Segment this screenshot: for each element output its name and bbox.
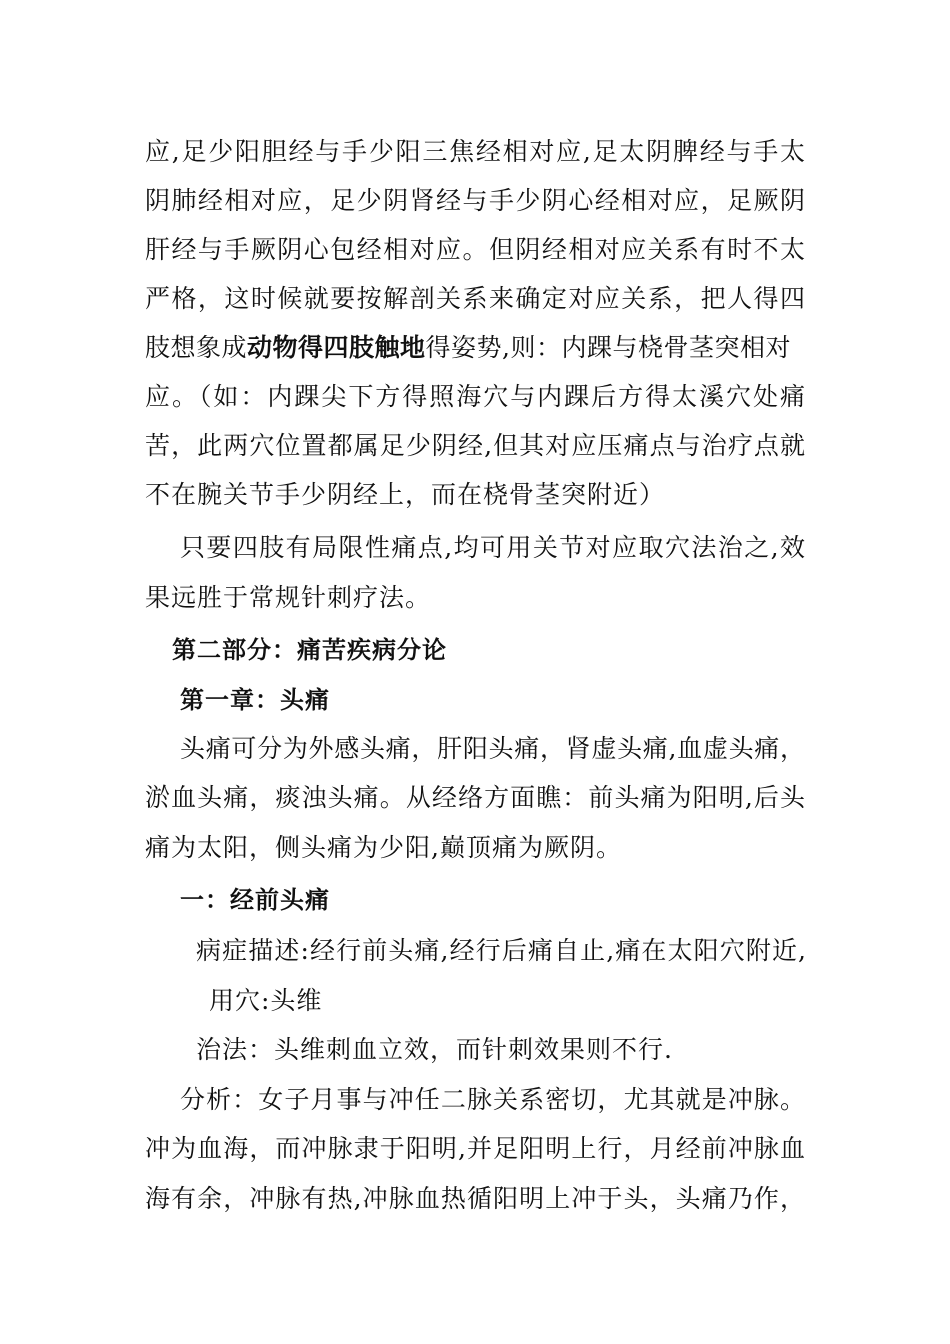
treatment-line: 治法：头维刺血立效，而针刺效果则不行. — [196, 1035, 673, 1064]
paragraph-line: 应,足少阳胆经与手少阳三焦经相对应,足太阴脾经与手太 — [145, 137, 805, 166]
paragraph-line: 阴肺经相对应，足少阴肾经与手少阴心经相对应，足厥阴 — [145, 186, 805, 215]
paragraph-line: 果远胜于常规针刺疗法。 — [145, 583, 432, 612]
acupoint-line: 用穴:头维 — [209, 986, 323, 1015]
paragraph-line: 淤血头痛，痰浊头痛。从经络方面瞧：前头痛为阳明,后头 — [145, 783, 805, 812]
paragraph-line: 头痛可分为外感头痛，肝阳头痛，肾虚头痛,血虚头痛， — [180, 734, 805, 763]
chapter-heading: 第一章：头痛 — [180, 686, 330, 714]
paragraph-text: 得姿势,则：内踝与桡骨茎突相对 — [425, 333, 791, 362]
paragraph-line-mixed — [145, 330, 805, 366]
paragraph-text: 肢想象成 — [145, 333, 248, 362]
part-heading: 第二部分：痛苦疾病分论 — [172, 636, 447, 664]
analysis-line: 分析：女子月事与冲任二脉关系密切，尤其就是冲脉。 — [180, 1085, 805, 1114]
symptom-description: 病症描述:经行前头痛,经行后痛自止,痛在太阳穴附近, — [196, 936, 806, 965]
paragraph-line: 应。（如：内踝尖下方得照海穴与内踝后方得太溪穴处痛 — [145, 382, 805, 411]
analysis-line: 海有余，冲脉有热,冲脉血热循阳明上冲于头，头痛乃作， — [145, 1184, 805, 1213]
paragraph-line: 不在腕关节手少阴经上，而在桡骨茎突附近） — [145, 480, 666, 509]
section-heading: 一：经前头痛 — [180, 886, 330, 914]
paragraph-line: 肝经与手厥阴心包经相对应。但阴经相对应关系有时不太 — [145, 235, 805, 264]
paragraph-line: 痛为太阳，侧头痛为少阳,巅顶痛为厥阴。 — [145, 833, 622, 862]
analysis-line: 冲为血海，而冲脉隶于阳明,并足阳明上行，月经前冲脉血 — [145, 1134, 805, 1163]
paragraph-line: 只要四肢有局限性痛点,均可用关节对应取穴法治之,效 — [180, 533, 805, 562]
bold-emphasis: 动物得四肢触地 — [247, 333, 426, 362]
paragraph-line: 苦，此两穴位置都属足少阴经,但其对应压痛点与治疗点就 — [145, 431, 805, 460]
paragraph-line: 严格，这时候就要按解剖关系来确定对应关系，把人得四 — [145, 284, 805, 313]
